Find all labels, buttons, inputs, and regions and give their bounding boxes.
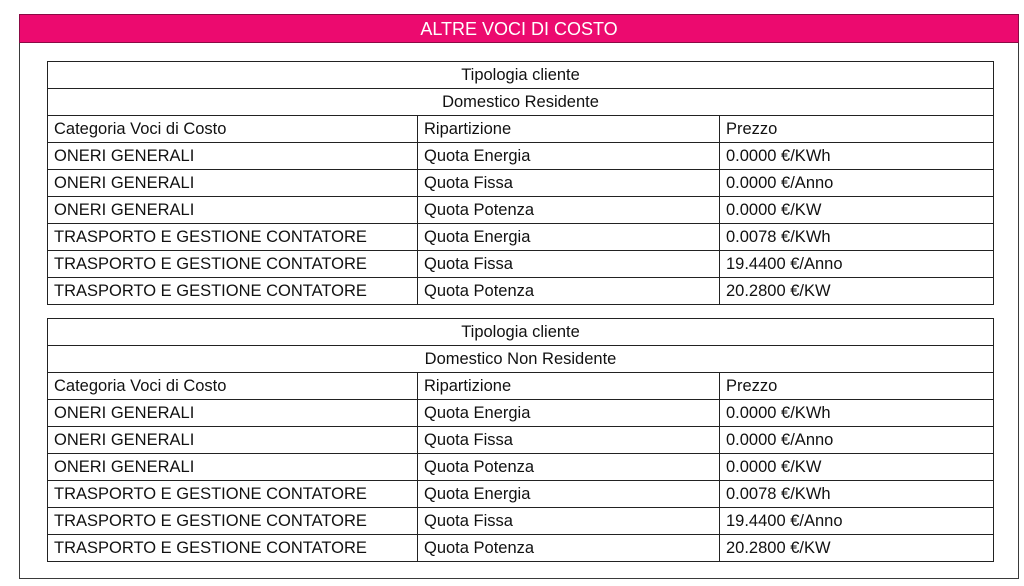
cell-ripartizione: Quota Energia	[418, 224, 720, 251]
cell-categoria: ONERI GENERALI	[48, 170, 418, 197]
table-row	[48, 251, 994, 278]
table-row	[48, 454, 994, 481]
cell-prezzo: 0.0000 €/Anno	[720, 427, 994, 454]
table-row	[48, 481, 994, 508]
cell-prezzo: 0.0000 €/KWh	[720, 143, 994, 170]
column-header-row	[48, 373, 994, 400]
client-type-row	[48, 89, 994, 116]
cost-table-domestico-non-residente	[47, 318, 994, 562]
column-header-prezzo: Prezzo	[720, 373, 994, 400]
cell-ripartizione: Quota Energia	[418, 143, 720, 170]
cell-categoria: ONERI GENERALI	[48, 400, 418, 427]
cell-ripartizione: Quota Potenza	[418, 278, 720, 305]
cell-ripartizione: Quota Fissa	[418, 251, 720, 278]
cell-prezzo: 20.2800 €/KW	[720, 278, 994, 305]
cell-ripartizione: Quota Fissa	[418, 427, 720, 454]
cell-ripartizione: Quota Potenza	[418, 454, 720, 481]
table-row	[48, 508, 994, 535]
section-title-banner: ALTRE VOCI DI COSTO	[19, 14, 1019, 43]
cell-categoria: TRASPORTO E GESTIONE CONTATORE	[48, 251, 418, 278]
cell-ripartizione: Quota Potenza	[418, 197, 720, 224]
cell-prezzo: 0.0000 €/Anno	[720, 170, 994, 197]
cell-prezzo: 0.0078 €/KWh	[720, 481, 994, 508]
table-row	[48, 224, 994, 251]
table-heading-row	[48, 62, 994, 89]
cost-table-domestico-residente	[47, 61, 994, 305]
client-type-label: Domestico Residente	[48, 89, 994, 116]
cell-ripartizione: Quota Potenza	[418, 535, 720, 562]
table-row	[48, 143, 994, 170]
column-header-prezzo: Prezzo	[720, 116, 994, 143]
table-row	[48, 535, 994, 562]
table-row	[48, 427, 994, 454]
cell-prezzo: 0.0000 €/KW	[720, 197, 994, 224]
cell-categoria: ONERI GENERALI	[48, 427, 418, 454]
cell-ripartizione: Quota Fissa	[418, 508, 720, 535]
cell-categoria: ONERI GENERALI	[48, 197, 418, 224]
column-header-categoria: Categoria Voci di Costo	[48, 373, 418, 400]
table-row	[48, 400, 994, 427]
cell-prezzo: 0.0000 €/KW	[720, 454, 994, 481]
table-row	[48, 170, 994, 197]
column-header-ripartizione: Ripartizione	[418, 116, 720, 143]
cell-prezzo: 20.2800 €/KW	[720, 535, 994, 562]
column-header-ripartizione: Ripartizione	[418, 373, 720, 400]
cell-prezzo: 19.4400 €/Anno	[720, 508, 994, 535]
cell-prezzo: 0.0000 €/KWh	[720, 400, 994, 427]
table-heading: Tipologia cliente	[48, 319, 994, 346]
cell-ripartizione: Quota Energia	[418, 481, 720, 508]
cell-categoria: TRASPORTO E GESTIONE CONTATORE	[48, 481, 418, 508]
cell-categoria: ONERI GENERALI	[48, 454, 418, 481]
table-heading: Tipologia cliente	[48, 62, 994, 89]
client-type-row	[48, 346, 994, 373]
cell-prezzo: 0.0078 €/KWh	[720, 224, 994, 251]
column-header-categoria: Categoria Voci di Costo	[48, 116, 418, 143]
cell-ripartizione: Quota Fissa	[418, 170, 720, 197]
cell-categoria: TRASPORTO E GESTIONE CONTATORE	[48, 278, 418, 305]
table-row	[48, 197, 994, 224]
client-type-label: Domestico Non Residente	[48, 346, 994, 373]
cell-categoria: TRASPORTO E GESTIONE CONTATORE	[48, 535, 418, 562]
cell-prezzo: 19.4400 €/Anno	[720, 251, 994, 278]
table-row	[48, 278, 994, 305]
table-heading-row	[48, 319, 994, 346]
cell-ripartizione: Quota Energia	[418, 400, 720, 427]
cell-categoria: TRASPORTO E GESTIONE CONTATORE	[48, 224, 418, 251]
column-header-row	[48, 116, 994, 143]
cell-categoria: ONERI GENERALI	[48, 143, 418, 170]
cell-categoria: TRASPORTO E GESTIONE CONTATORE	[48, 508, 418, 535]
